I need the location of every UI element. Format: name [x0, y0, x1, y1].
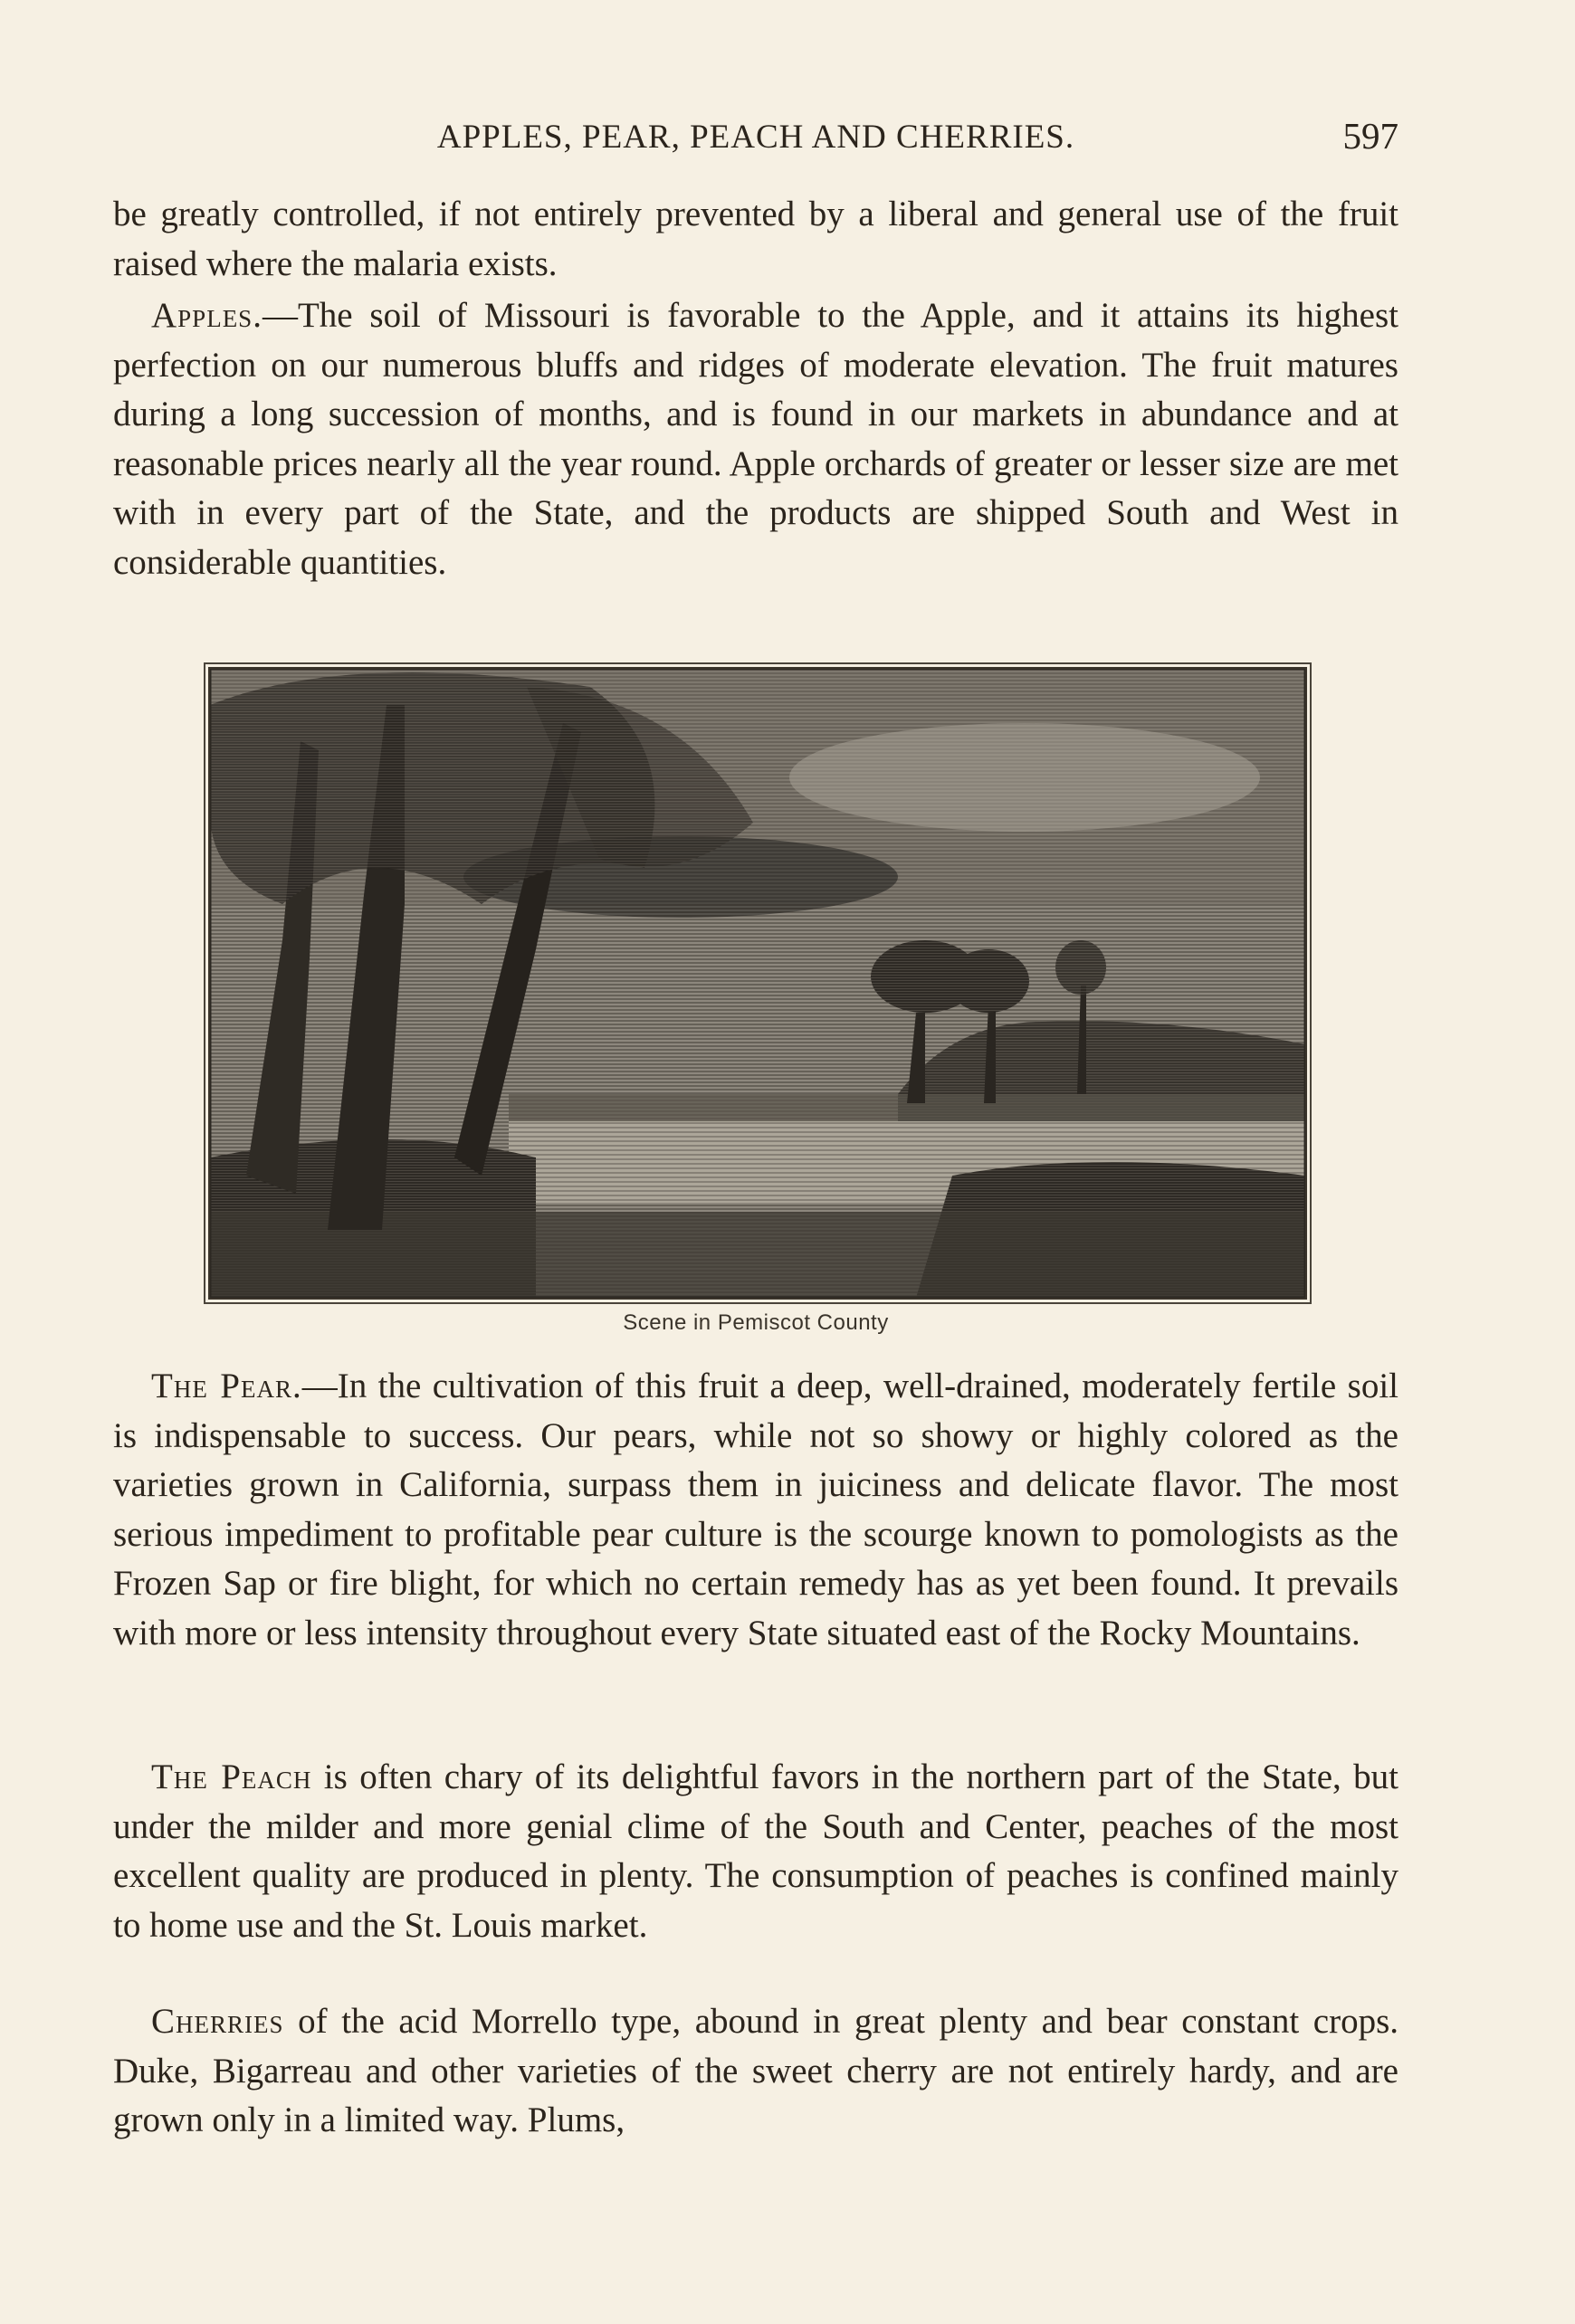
- page-number: 597: [1342, 115, 1398, 157]
- figure-caption: Scene in Pemiscot County: [623, 1310, 889, 1335]
- paragraph-apples: [113, 291, 1398, 587]
- paragraph-text: —The soil of Missouri is favorable to the Apple, and it attains its highest perfection on our numerous bluffs and ridges of moderate elevation. The fruit matures during a long succession of months, and is found in our markets in abundance and at reasonable prices nearly all the year round. Apple orchards of greater or lesser size are met with in every part of the State, and the products are shipped South and West in considerable quantities.: [113, 296, 1398, 582]
- paragraph-text: is often chary of its delightful favors in the northern part of the State, but under the milder and more genial clime of the South and Center, peaches of the most excellent quality are produced in plenty. The consumption of peaches is confined mainly to home use and the St. Louis market.: [113, 1757, 1398, 1945]
- running-title: APPLES, PEAR, PEACH AND CHERRIES.: [436, 119, 1075, 156]
- paragraph-pear: [113, 1362, 1398, 1658]
- paragraph-text: —In the cultivation of this fruit a deep, well-drained, moderately fertile soil is indispensable to success. Our pears, while not so showy or highly colored as the varieties grown in California, surpass them in juiciness and delicate flavor. The most serious impediment to profitable pear culture is the scourge known to pomologists as the Frozen Sap or fire blight, for which no certain remedy has as yet been found. It prevails with more or less intensity throughout every State situated east of the Rocky Mountains.: [113, 1367, 1398, 1653]
- paragraph-malaria: [113, 190, 1398, 289]
- paragraph-text: be greatly controlled, if not entirely prevented by a liberal and general use of the fruit raised where the malaria exists.: [113, 195, 1398, 283]
- engraving-illustration: [208, 667, 1307, 1300]
- landscape-engraving: [210, 669, 1305, 1298]
- paragraph-text: of the acid Morrello type, abound in great plenty and bear constant crops. Duke, Bigarreau and other varieties of the sweet cherry are not entirely hardy, and are grown only in a limited way. Plums,: [113, 2002, 1398, 2139]
- section-lead-apples: Apples.: [151, 296, 262, 335]
- section-lead-peach: The Peach: [151, 1757, 312, 1796]
- paragraph-peach: [113, 1753, 1398, 1950]
- running-head: [113, 110, 1398, 165]
- paragraph-cherries: [113, 1997, 1398, 2146]
- section-lead-cherries: Cherries: [151, 2002, 284, 2041]
- section-lead-pear: The Pear.: [151, 1367, 302, 1405]
